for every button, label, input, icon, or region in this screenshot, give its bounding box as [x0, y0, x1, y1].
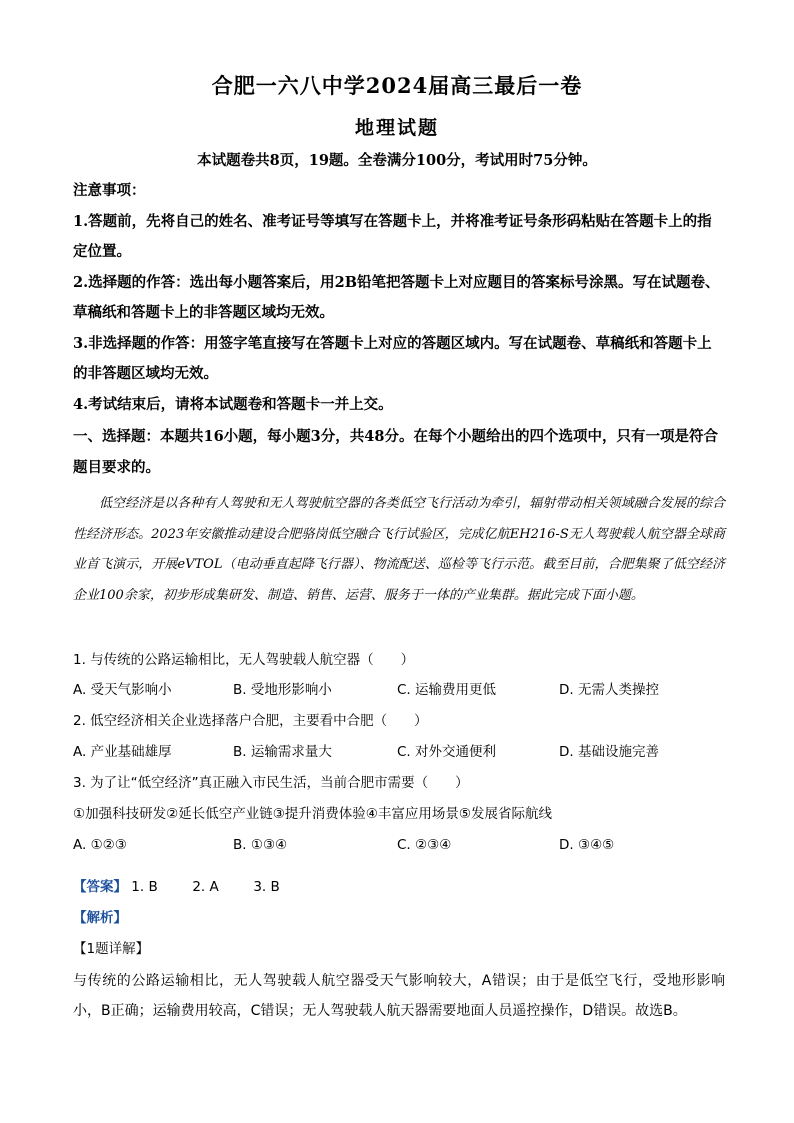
analysis-label: [73, 907, 127, 929]
q1-option-c: C. 运输费用更低: [397, 682, 497, 698]
question-1-stem: 1. 与传统的公路运输相比，无人驾驶载人航空器（ ）: [73, 652, 415, 668]
q2-option-c: C. 对外交通便利: [397, 744, 497, 760]
question-3-stem: 3. 为了让“低空经济”真正融入市民生活，当前合肥市需要（ ）: [73, 775, 469, 791]
notice-item: 3.非选择题的作答：用签字笔直接写在答题卡上对应的答题区域内。写在试题卷、草稿纸和答题卡上的非答题区域均无效。: [73, 334, 712, 382]
analysis-label-text: 【解析】: [73, 910, 127, 926]
q1-option-b: B. 受地形影响小: [233, 682, 332, 698]
q3-option-d: D. ③④⑤: [559, 837, 615, 853]
notice-heading: 注意事项：: [73, 182, 146, 199]
question-3-statements: ①加强科技研发②延长低空产业链③提升消费体验④丰富应用场景⑤发展省际航线: [73, 806, 553, 822]
material-passage: 低空经济是以各种有人驾驶和无人驾驶航空器的各类低空飞行活动为牵引，辐射带动相关领域融合发展的综合性经济形态。2023年安徽推动建设合肥骆岗低空融合飞行试验区，完成亿航EH216-S无人驾驶载人航空器全球商业首飞演示，开展eVTOL（电动垂直起降飞行器）、物流配送、巡检等飞行示范。截至目前，合肥集聚了低空经济企业100余家，初步形成集研发、制造、销售、运营、服务于一体的产业集群。据此完成下面小题。: [73, 496, 725, 603]
exam-info: 本试题卷共8页，19题。全卷满分100分，考试用时75分钟。: [197, 152, 597, 169]
section-heading: 一、选择题：本题共16小题，每小题3分，共48分。在每个小题给出的四个选项中，只有一项是符合题目要求的。: [73, 428, 718, 476]
q3-option-c: C. ②③④: [397, 837, 452, 853]
q1-option-a: A. 受天气影响小: [73, 682, 172, 698]
notice-item: 2.选择题的作答：选出每小题答案后，用2B铅笔把答题卡上对应题目的答案标号涂黑。写在试题卷、草稿纸和答题卡上的非答题区域均无效。: [73, 273, 720, 321]
answer-value: 2. A: [192, 879, 219, 895]
answer-value: 3. B: [253, 879, 280, 895]
q3-option-b: B. ①③④: [233, 837, 288, 853]
notice-block: [73, 176, 725, 483]
q1-option-d: D. 无需人类操控: [559, 682, 659, 698]
question-2-stem: 2. 低空经济相关企业选择落户合肥，主要看中合肥（ ）: [73, 713, 428, 729]
q2-option-d: D. 基础设施完善: [559, 744, 659, 760]
subject-title: 地理试题: [354, 117, 439, 139]
detail-explanation: 与传统的公路运输相比，无人驾驶载人航空器受天气影响较大，A错误；由于是低空飞行，受地形影响小，B正确；运输费用较高，C错误；无人驾驶载人航天器需要地面人员遥控操作，D错误。故选B。: [73, 973, 725, 1019]
exam-title: 合肥一六八中学2024届高三最后一卷: [211, 73, 583, 98]
notice-item: 4.考试结束后，请将本试题卷和答题卡一并上交。: [73, 395, 393, 413]
q2-option-b: B. 运输需求量大: [233, 744, 332, 760]
notice-item: 1.答题前，先将自己的姓名、准考证号等填写在答题卡上，并将准考证号条形码粘贴在答题卡上的指定位置。: [73, 212, 712, 260]
answer-value: 1. B: [131, 879, 158, 895]
detail-label: 【1题详解】: [73, 941, 150, 957]
answer-line: [73, 876, 280, 898]
q2-option-a: A. 产业基础雄厚: [73, 744, 172, 760]
answer-label: 【答案】: [73, 879, 127, 895]
q3-option-a: A. ①②③: [73, 837, 127, 853]
